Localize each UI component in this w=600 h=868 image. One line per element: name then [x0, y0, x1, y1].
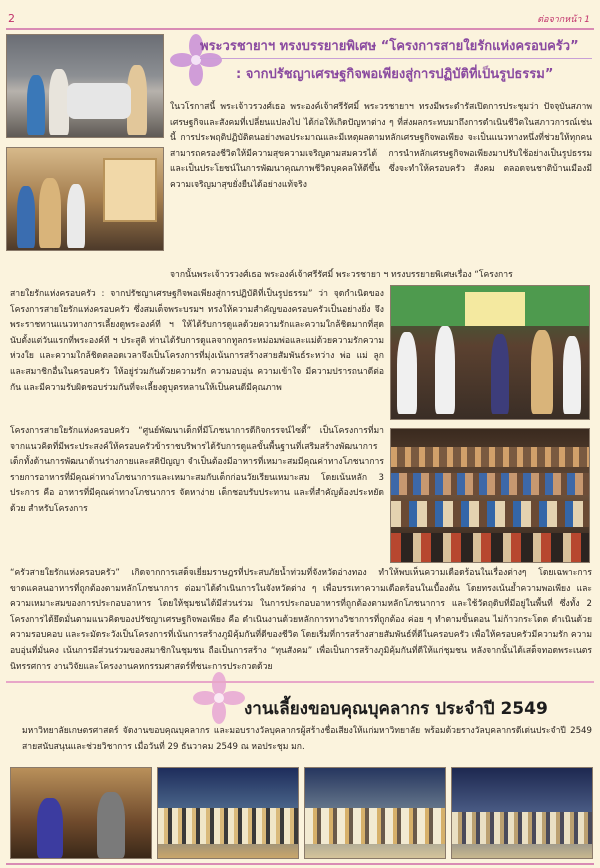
article-title: พระวรชายาฯ ทรงบรรยายพิเศษ “โครงการสายใยรักแห่งครอบครัว”	[200, 39, 579, 54]
photo-audience	[390, 428, 590, 563]
section-divider	[6, 681, 594, 683]
photo-hall-event	[451, 767, 593, 859]
section-title: งานเลี้ยงขอบคุณบุคลากร ประจำปี 2549	[244, 699, 548, 719]
top-rule	[6, 28, 594, 30]
bottom-rule	[6, 863, 594, 865]
photo-staff-group	[157, 767, 299, 859]
photo-royal-arrival	[6, 34, 164, 138]
photo-royal-visit	[6, 147, 164, 251]
section-body: มหาวิทยาลัยเกษตรศาสตร์ จัดงานขอบคุณบุคลากร และมอบรางวัลบุคลากรผู้สร้างชื่อเสียงให้แก่มหาวิทยาลัย พร้อมด้วยรางวัลบุคลากรดีเด่นประจำปี 2549 สายสนับสนุนและช่วยวิชาการ เมื่อวันที่ 29 ธันวาคม 2549 ณ หอประชุม มก.	[22, 726, 592, 752]
flower-decoration-icon	[193, 672, 245, 724]
article-paragraph-4: โครงการสายใยรักแห่งครอบครัว “ศูนย์พัฒนาเด็กที่มีโภชนาการดีกิจกรรจน์ไซตี้” เป็นโครงการที่มาจากแนวคิดที่มีพระประสงค์ให้ครอบครัวข้าราชบริพารได้รับการดูแลขั้นพื้นฐานที่เสริมสร้างพัฒนาการเด็กทั้งด้านการพัฒนาด้านร่างกายและสติปัญญา จำเป็นต้องมีอาหารที่เหมาะสมมีคุณค่าทางโภชนาการ รายการอาหารที่มีคุณค่าทางโภชนาการและเหมาะสมกับเด็กก่อนวัยเรียนเหมาะสม โดยเน้นหลัก 3 ประการ คือ อาหารที่มีคุณค่าทางโภชนาการ จัดหาง่าย เด็กชอบรับประทาน และที่สำคัญต้องประหยัดด้วย สำหรับโครงการ	[10, 426, 384, 514]
article-paragraph-5: “ครัวสายใยรักแห่งครอบครัว” เกิดจากการเสด็จเยี่ยมราษฎรที่ประสบภัยน้ำท่วมที่จังหวัดอ่างทอง ทำให้พบเห็นความเดือดร้อนในเรื่องต่างๆ โดยเฉพาะการขาดแคลนอาหารที่ถูกต้องตามหลักโภชนาการ ต่อมาได้ดำเนินการในจังหวัดต่าง ๆ เพื่อบรรเทาความเดือดร้อนในเบื้องต้น โดยทรงเน้นย้ำความพอเพียง และ ความเหมาะสมของการประกอบอาหาร โดยให้ชุมชนได้มีส่วนร่วม ในการประกอบอาหารที่ถูกต้องตามหลักโภชนาการ และใช้วัตถุดิบที่มีอยู่ในพื้นที่ ซึ่งทั้ง 2 โครงการได้ยึดมั่นตามแนวคิดของปรัชญาเศรษฐกิจพอเพียง คือ ดำเนินงานด้วยหลักการทางวิชาการที่ถูกต้อง ค่อย ๆ ทำตามขั้นตอน ไม่ก้าวกระโดด ดำเนินด้วยความรอบคอบ และระมัดระวังเป็นโครงการที่เน้นการสร้างภูมิคุ้มกันที่ดีของชีวิต โดยเริ่มที่การสร้างสายสัมพันธ์ที่ดีในครอบครัว เพื่อให้ครอบครัวมีความรัก ความอบอุ่นที่มั่นคง เน้นการมีส่วนร่วมของสมาชิกในชุมชน ถือเป็นการสร้าง “ทุนสังคม” เพื่อเป็นการสร้างภูมิคุ้มกันที่ดีให้แก่ชุมชน หลังจากนั้นได้เสด็จทอดพระเนตรนิทรรศการ งานวิจัยและโครงงานคหกรรมศาสตร์ที่ชนะการประกวดด้วย	[10, 568, 592, 672]
photo-stage-performance	[304, 767, 446, 859]
article-paragraph-1: ในวโรกาสนี้ พระเจ้าวรวงศ์เธอ พระองค์เจ้าศรีรัศมิ์ พระวรชายาฯ ทรงมีพระดำรัสเปิดการประชุมว่า ปัจจุบันสภาพเศรษฐกิจและสังคมที่เปลี่ยนแปลงไป ได้ก่อให้เกิดปัญหาต่าง ๆ ที่ส่งผลกระทบมาถึงการดำเนินชีวิตในสภาวการณ์เช่นนี้ การประพฤติปฏิบัติตนอย่างพอประมาณและมีเหตุผลตามหลักเศรษฐกิจพอเพียง จะเป็นแนวทางหนึ่งที่ช่วยให้ทุกคนสามารถครองชีวิตให้มีความสุขความเจริญตามสมควรได้ การนำหลักเศรษฐกิจพอเพียงมาปรับใช้อย่างเป็นรูปธรรมและเป็นประโยชน์ในการพัฒนาคุณภาพชีวิตบุคคลให้ดีขึ้น ซึ่งจะทำให้ครอบครัว สังคม ตลอดจนชาติบ้านเมืองมีความเจริญมาสุขยั่งยืนได้อย่างแท้จริง	[170, 102, 592, 190]
article-subtitle: : จากปรัชญาเศรษฐกิจพอเพียงสู่การปฏิบัติที่เป็นรูปธรรม”	[236, 67, 554, 82]
title-underline	[200, 58, 592, 59]
page-number: 2	[8, 12, 15, 25]
continued-from-note: ต่อจากหน้า 1	[537, 15, 590, 25]
photo-award-presentation	[10, 767, 152, 859]
photo-exhibition	[390, 285, 590, 420]
article-paragraph-3: สายใยรักแห่งครอบครัว : จากปรัชญาเศรษฐกิจพอเพียงสู่การปฏิบัติที่เป็นรูปธรรม” ว่า จุดกำเนิดของโครงการสายใยรักแห่งครอบครัว ซึ่งสมเด็จพระบรมฯ ทรงให้ความสำคัญของครอบครัวเป็นอย่างยิ่ง จึงพระราชทานแนวทางการเลี้ยงดูพระองค์ที ฯ ให้ได้รับการดูแลด้วยความรักและความใกล้ชิดมากที่สุดนับตั้งแต่วันแรกที่พระองค์ที ฯ ประสูติ ท่านได้รับการดูแลจากทูลกระหม่อมพ่อและแม่ด้วยความรักความห่วงใย และความใกล้ชิดตลอดเวลาจึงเป็นโครงการที่มุ่งเน้นการสร้างสายสัมพันธ์ระหว่าง พ่อ แม่ ลูก และสมาชิกอื่นในครอบครัว ให้อยู่ร่วมกันด้วยความรัก ความอบอุ่น ความเข้าใจ มีความปรารถนาดีต่อกัน และมีความรับผิดชอบร่วมกันที่จะเลี้ยงดูบุตรหลานให้เป็นคนดีมีคุณภาพ	[10, 289, 384, 393]
article-paragraph-2: จากนั้นพระเจ้าวรวงศ์เธอ พระองค์เจ้าศรีรัศมิ์ พระวรชายา ฯ ทรงบรรยายพิเศษเรื่อง “โครงการ	[170, 270, 513, 280]
